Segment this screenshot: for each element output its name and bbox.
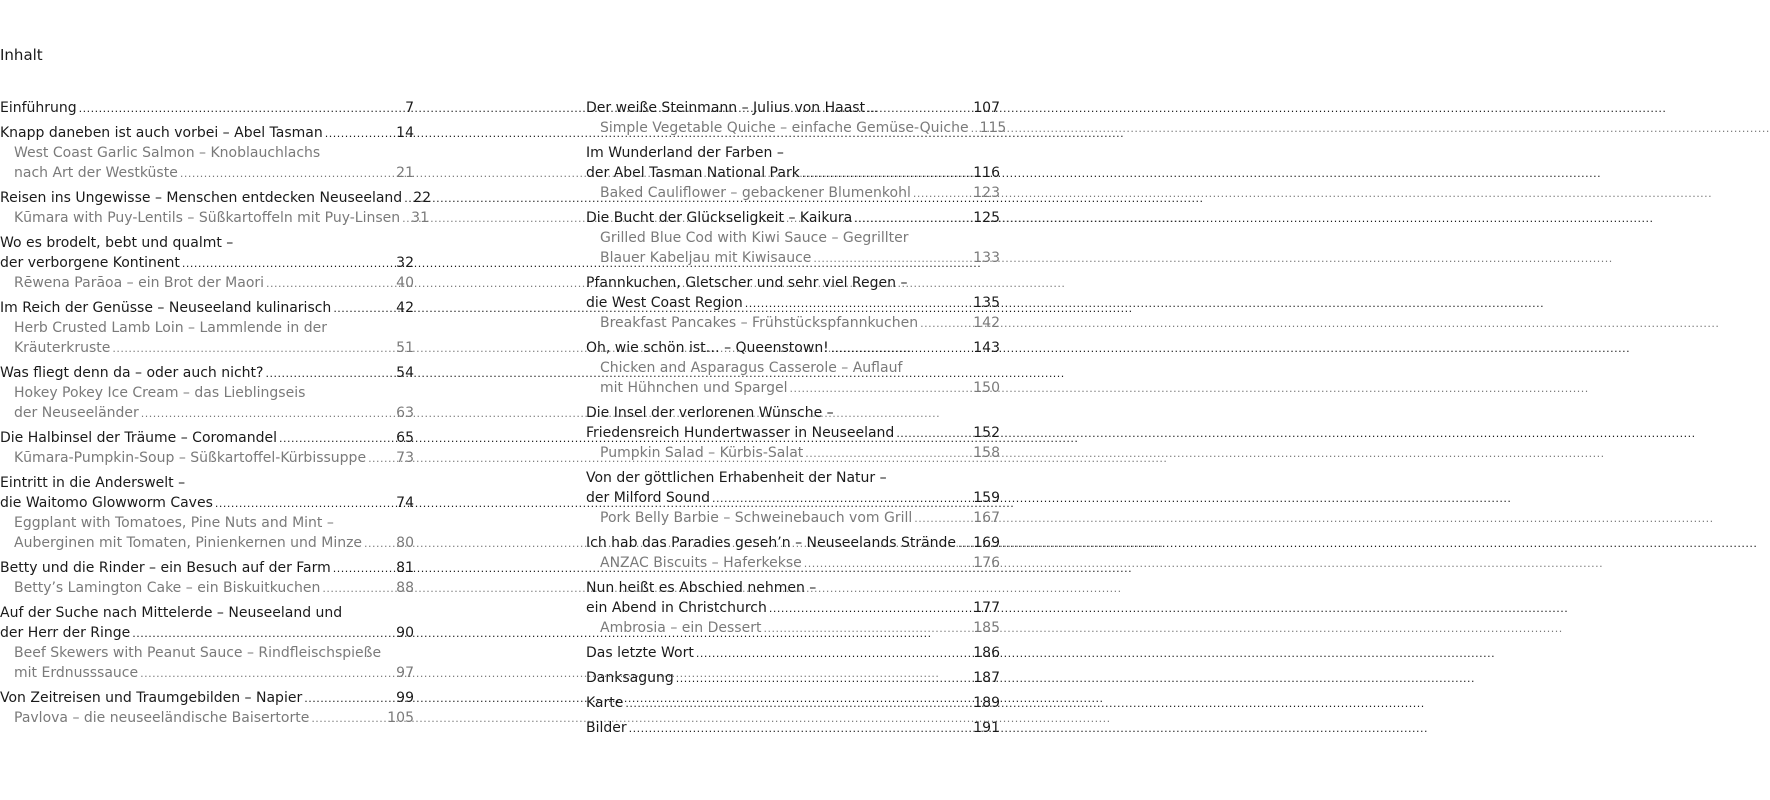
recipe-line [0, 208, 429, 228]
page-number: 105 [387, 710, 414, 726]
chapter-line [0, 188, 432, 208]
chapter-title: Danksagung [586, 670, 674, 686]
recipe-line [586, 508, 1000, 528]
recipe-title: Kūmara with Puy-Lentils – Süßkartoffeln mit Puy-Linsen [14, 210, 401, 226]
chapter-line [0, 623, 414, 643]
recipe-line [0, 643, 414, 663]
dot-leader [333, 298, 393, 318]
toc-entry [586, 718, 1000, 738]
page-number: 115 [979, 120, 1007, 136]
dot-leader [712, 488, 970, 508]
dot-leader [79, 98, 402, 118]
dot-leader [763, 618, 970, 638]
chapter-title: Die Bucht der Glückseligkeit – Kaikura [586, 210, 853, 226]
dot-leader [831, 338, 970, 358]
page-number: 191 [973, 720, 1000, 736]
page-number: 21 [396, 165, 414, 181]
chapter-line [586, 208, 1000, 228]
dot-leader [805, 443, 970, 463]
page-number: 152 [973, 425, 1000, 441]
dot-leader [112, 338, 393, 358]
chapter-title: Ich hab das Paradies geseh’n – Neuseelands Strände [586, 535, 957, 551]
toc-entry [0, 98, 414, 118]
dot-leader [745, 293, 970, 313]
chapter-title: Wo es brodelt, bebt und qualmt – [0, 235, 234, 251]
chapter-line [0, 98, 414, 118]
dot-leader [914, 508, 970, 528]
toc-entry [0, 473, 414, 553]
dot-leader [404, 188, 410, 208]
chapter-title: der Herr der Ringe [0, 625, 131, 641]
toc-entry [0, 123, 414, 183]
toc-heading: Inhalt [0, 46, 43, 64]
dot-leader [215, 493, 393, 513]
page-number: 143 [973, 340, 1000, 356]
chapter-line [586, 668, 1000, 688]
chapter-title: Pfannkuchen, Gletscher und sehr viel Regen – [586, 275, 908, 291]
page-number: 177 [973, 600, 1000, 616]
chapter-line [0, 493, 414, 513]
dot-leader [333, 558, 393, 578]
chapter-line [0, 123, 414, 143]
recipe-title: Kräuterkruste [14, 340, 111, 356]
chapter-line [0, 428, 414, 448]
recipe-line [586, 553, 1000, 573]
chapter-title: Eintritt in die Anderswelt – [0, 475, 186, 491]
chapter-line [0, 473, 414, 493]
chapter-line [586, 98, 1000, 118]
page-number: 14 [396, 125, 414, 141]
recipe-title: nach Art der Westküste [14, 165, 178, 181]
chapter-title: ein Abend in Christchurch [586, 600, 767, 616]
chapter-line [586, 598, 1000, 618]
dot-leader [402, 208, 408, 228]
dot-leader [322, 578, 393, 598]
toc-entry [586, 643, 1000, 663]
recipe-line [586, 228, 1000, 248]
page-number: 80 [396, 535, 414, 551]
recipe-title: Eggplant with Tomatoes, Pine Nuts and Mint – [14, 515, 334, 531]
page-number: 116 [973, 165, 1000, 181]
chapter-line [0, 298, 414, 318]
toc-entry [0, 188, 432, 228]
recipe-title: ANZAC Biscuits – Haferkekse [600, 555, 802, 571]
page-number: 42 [396, 300, 414, 316]
chapter-title: Die Halbinsel der Träume – Coromandel [0, 430, 278, 446]
dot-leader [971, 118, 977, 138]
chapter-title: der Abel Tasman National Park [586, 165, 800, 181]
page-number: 125 [973, 210, 1000, 226]
recipe-title: Baked Cauliflower – gebackener Blumenkohl [600, 185, 911, 201]
recipe-title: Pork Belly Barbie – Schweinebauch vom Grill [600, 510, 913, 526]
page-number: 107 [973, 100, 1000, 116]
chapter-title: der Milford Sound [586, 490, 710, 506]
recipe-line [0, 163, 414, 183]
recipe-line [0, 403, 414, 423]
chapter-title: Die Insel der verlorenen Wünsche – [586, 405, 834, 421]
toc-entry [586, 533, 1000, 573]
dot-leader [182, 253, 393, 273]
recipe-line [586, 248, 1000, 268]
recipe-title: West Coast Garlic Salmon – Knoblauchlachs [14, 145, 321, 161]
recipe-title: Kūmara-Pumpkin-Soup – Süßkartoffel-Kürbissuppe [14, 450, 367, 466]
recipe-title: Betty’s Lamington Cake – ein Biskuitkuchen [14, 580, 321, 596]
page-number: 135 [973, 295, 1000, 311]
chapter-title: die West Coast Region [586, 295, 743, 311]
page-number: 185 [973, 620, 1000, 636]
page-number: 54 [396, 365, 414, 381]
toc-entry [586, 578, 1000, 638]
toc-entry [0, 298, 414, 358]
chapter-line [586, 488, 1000, 508]
dot-leader [311, 708, 384, 728]
dot-leader [141, 403, 393, 423]
chapter-line [0, 233, 414, 253]
chapter-title: Knapp daneben ist auch vorbei – Abel Tasman [0, 125, 323, 141]
page-number: 65 [396, 430, 414, 446]
chapter-line [0, 688, 414, 708]
dot-leader [867, 98, 970, 118]
chapter-title: Das letzte Wort [586, 645, 694, 661]
recipe-line [0, 383, 414, 403]
dot-leader [625, 693, 970, 713]
chapter-line [586, 693, 1000, 713]
chapter-line [586, 403, 1000, 423]
recipe-line [586, 118, 1007, 138]
page-number: 73 [396, 450, 414, 466]
chapter-line [0, 603, 414, 623]
chapter-title: Nun heißt es Abschied nehmen – [586, 580, 817, 596]
dot-leader [676, 668, 971, 688]
dot-leader [325, 123, 393, 143]
recipe-line [586, 313, 1000, 333]
page-number: 176 [973, 555, 1000, 571]
page-number: 74 [396, 495, 414, 511]
recipe-line [586, 378, 1000, 398]
dot-leader [789, 378, 970, 398]
page-number: 51 [396, 340, 414, 356]
chapter-title: Von Zeitreisen und Traumgebilden – Napier [0, 690, 303, 706]
chapter-line [586, 643, 1000, 663]
toc-entry [586, 143, 1000, 203]
chapter-line [586, 338, 1000, 358]
recipe-line [0, 513, 414, 533]
chapter-line [586, 718, 1000, 738]
chapter-line [586, 163, 1000, 183]
toc-entry [586, 98, 1007, 138]
page-number: 189 [973, 695, 1000, 711]
toc-entry [0, 233, 414, 293]
recipe-title: Blauer Kabeljau mit Kiwisauce [600, 250, 812, 266]
dot-leader [132, 623, 393, 643]
chapter-title: Auf der Suche nach Mittelerde – Neuseeland und [0, 605, 343, 621]
page-number: 187 [973, 670, 1000, 686]
dot-leader [813, 248, 970, 268]
page-number: 90 [396, 625, 414, 641]
recipe-title: Pumpkin Salad – Kürbis-Salat [600, 445, 804, 461]
toc-entry [586, 403, 1000, 463]
recipe-title: Chicken and Asparagus Casserole – Auflauf [600, 360, 903, 376]
recipe-title: Rēwena Parāoa – ein Brot der Maori [14, 275, 265, 291]
recipe-title: Grilled Blue Cod with Kiwi Sauce – Gegrillter [600, 230, 909, 246]
chapter-title: Von der göttlichen Erhabenheit der Natur – [586, 470, 887, 486]
chapter-title: Im Wunderland der Farben – [586, 145, 784, 161]
recipe-title: Beef Skewers with Peanut Sauce – Rindfleischspieße [14, 645, 382, 661]
page-number: 186 [973, 645, 1000, 661]
toc-entry [586, 273, 1000, 333]
page-number: 99 [396, 690, 414, 706]
recipe-line [0, 273, 414, 293]
page-number: 32 [396, 255, 414, 271]
page-number: 159 [973, 490, 1000, 506]
chapter-title: Karte [586, 695, 624, 711]
chapter-title: Im Reich der Genüsse – Neuseeland kulinarisch [0, 300, 332, 316]
recipe-title: mit Erdnusssauce [14, 665, 139, 681]
toc-entry [0, 363, 414, 423]
page-number: 150 [973, 380, 1000, 396]
dot-leader [266, 273, 393, 293]
page-number: 142 [973, 315, 1000, 331]
dot-leader [896, 423, 970, 443]
chapter-line [586, 533, 1000, 553]
chapter-line [586, 423, 1000, 443]
recipe-title: Hokey Pokey Ice Cream – das Lieblingseis [14, 385, 306, 401]
page-number: 22 [413, 190, 432, 206]
dot-leader [368, 448, 393, 468]
recipe-title: Simple Vegetable Quiche – einfache Gemüse-Quiche [600, 120, 969, 136]
recipe-title: Ambrosia – ein Dessert [600, 620, 762, 636]
page-number: 123 [973, 185, 1000, 201]
toc-column-left [0, 98, 432, 733]
toc-entry [586, 468, 1000, 528]
page-number: 7 [405, 100, 414, 116]
recipe-line [586, 443, 1000, 463]
toc-entry [0, 603, 414, 683]
recipe-line [0, 663, 414, 683]
recipe-title: mit Hühnchen und Spargel [600, 380, 788, 396]
chapter-title: Was fliegt denn da – oder auch nicht? [0, 365, 264, 381]
recipe-title: Herb Crusted Lamb Loin – Lammlende in der [14, 320, 327, 336]
chapter-line [0, 558, 414, 578]
toc-entry [586, 208, 1000, 268]
recipe-line [0, 533, 414, 553]
dot-leader [304, 688, 393, 708]
chapter-title: Betty und die Rinder – ein Besuch auf der Farm [0, 560, 331, 576]
recipe-line [586, 358, 1000, 378]
chapter-line [586, 273, 1000, 293]
dot-leader [364, 533, 393, 553]
recipe-line [0, 318, 414, 338]
recipe-title: der Neuseeländer [14, 405, 139, 421]
toc-entry [0, 428, 414, 468]
chapter-line [586, 578, 1000, 598]
page-number: 63 [396, 405, 414, 421]
chapter-line [0, 253, 414, 273]
page-number: 40 [396, 275, 414, 291]
dot-leader [140, 663, 393, 683]
page-number: 167 [973, 510, 1000, 526]
chapter-title: Friedensreich Hundertwasser in Neuseeland [586, 425, 895, 441]
dot-leader [958, 533, 970, 553]
chapter-title: Oh, wie schön ist… – Queenstown! [586, 340, 829, 356]
chapter-title: Bilder [586, 720, 627, 736]
page-number: 158 [973, 445, 1000, 461]
dot-leader [279, 428, 393, 448]
chapter-line [586, 143, 1000, 163]
recipe-line [586, 618, 1000, 638]
dot-leader [180, 163, 393, 183]
page-number: 81 [396, 560, 414, 576]
dot-leader [696, 643, 970, 663]
chapter-title: Reisen ins Ungewisse – Menschen entdecken Neuseeland [0, 190, 403, 206]
toc-entry [586, 668, 1000, 688]
chapter-title: Einführung [0, 100, 77, 116]
recipe-title: Breakfast Pancakes – Frühstückspfannkuchen [600, 315, 919, 331]
toc-entry [586, 693, 1000, 713]
dot-leader [802, 163, 970, 183]
chapter-title: Der weiße Steinmann – Julius von Haast [586, 100, 866, 116]
page-number: 97 [396, 665, 414, 681]
recipe-title: Pavlova – die neuseeländische Baisertorte [14, 710, 310, 726]
dot-leader [854, 208, 970, 228]
dot-leader [913, 183, 970, 203]
toc-column-right [586, 98, 1007, 743]
dot-leader [804, 553, 970, 573]
recipe-line [0, 338, 414, 358]
chapter-line [586, 293, 1000, 313]
dot-leader [769, 598, 970, 618]
page-number: 133 [973, 250, 1000, 266]
dot-leader [265, 363, 393, 383]
chapter-line [586, 468, 1000, 488]
toc-entry [0, 688, 414, 728]
chapter-line [0, 363, 414, 383]
recipe-line [0, 708, 414, 728]
toc-entry [0, 558, 414, 598]
dot-leader [920, 313, 970, 333]
page-number: 31 [411, 210, 429, 226]
recipe-title: Auberginen mit Tomaten, Pinienkernen und Minze [14, 535, 363, 551]
recipe-line [586, 183, 1000, 203]
chapter-title: die Waitomo Glowworm Caves [0, 495, 213, 511]
toc-entry [586, 338, 1000, 398]
recipe-line [0, 448, 414, 468]
recipe-line [0, 143, 414, 163]
chapter-title: der verborgene Kontinent [0, 255, 180, 271]
dot-leader [629, 718, 971, 738]
page-number: 88 [396, 580, 414, 596]
page-number: 169 [973, 535, 1000, 551]
recipe-line [0, 578, 414, 598]
